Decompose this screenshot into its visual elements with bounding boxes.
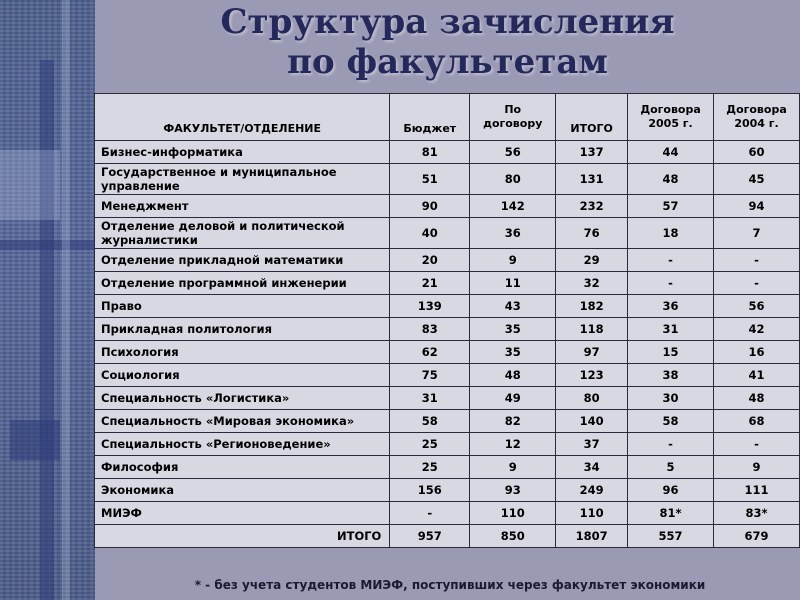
contract-value: 35 <box>470 318 556 341</box>
contract-2004-value: 94 <box>714 195 800 218</box>
faculty-name: Философия <box>95 456 390 479</box>
header-contract-2005: Договора 2005 г. <box>628 94 714 141</box>
contract-value: 9 <box>470 456 556 479</box>
total-value: 123 <box>556 364 628 387</box>
contract-value: 56 <box>470 141 556 164</box>
slide-title <box>95 2 800 82</box>
decorative-left-strip <box>0 0 95 600</box>
budget-value: 21 <box>390 272 470 295</box>
contract-2005-value: 57 <box>628 195 714 218</box>
contract-2004-value: - <box>714 249 800 272</box>
faculty-name: МИЭФ <box>95 502 390 525</box>
contract-2005-value: 15 <box>628 341 714 364</box>
table-row <box>95 364 800 387</box>
table-row <box>95 341 800 364</box>
table-row <box>95 502 800 525</box>
contract-2004-value: 56 <box>714 295 800 318</box>
total-value: 80 <box>556 387 628 410</box>
strip-bar <box>0 240 95 250</box>
contract-2005-value: 48 <box>628 164 714 195</box>
total-value: 29 <box>556 249 628 272</box>
budget-value: 75 <box>390 364 470 387</box>
budget-value: 25 <box>390 433 470 456</box>
contract-2005-value: 31 <box>628 318 714 341</box>
budget-total: 957 <box>390 525 470 548</box>
contract-2004-value: 16 <box>714 341 800 364</box>
total-value: 97 <box>556 341 628 364</box>
strip-bar <box>10 420 60 460</box>
contract-2005-value: 44 <box>628 141 714 164</box>
contract-2005-value: 96 <box>628 479 714 502</box>
contract-value: 93 <box>470 479 556 502</box>
contract-total: 850 <box>470 525 556 548</box>
table-row <box>95 195 800 218</box>
faculty-name: Социология <box>95 364 390 387</box>
contract-2004-value: - <box>714 433 800 456</box>
total-value: 118 <box>556 318 628 341</box>
footnote: * - без учета студентов МИЭФ, поступивших через факультет экономики <box>194 578 706 592</box>
total-value: 182 <box>556 295 628 318</box>
contract-2004-value: 111 <box>714 479 800 502</box>
faculty-name: Отделение программной инженерии <box>95 272 390 295</box>
table-row <box>95 387 800 410</box>
contract-2005-value: 5 <box>628 456 714 479</box>
budget-value: 31 <box>390 387 470 410</box>
faculty-name: Право <box>95 295 390 318</box>
budget-value: 81 <box>390 141 470 164</box>
grand-total: 1807 <box>556 525 628 548</box>
contract-value: 82 <box>470 410 556 433</box>
budget-value: 40 <box>390 218 470 249</box>
contract-2005-value: 38 <box>628 364 714 387</box>
faculty-name: Экономика <box>95 479 390 502</box>
contract-value: 110 <box>470 502 556 525</box>
contract-2004-value: 68 <box>714 410 800 433</box>
total-value: 249 <box>556 479 628 502</box>
header-budget: Бюджет <box>390 94 470 141</box>
contract-2004-value: 48 <box>714 387 800 410</box>
table-row <box>95 218 800 249</box>
total-value: 140 <box>556 410 628 433</box>
contract-2004-total: 679 <box>714 525 800 548</box>
contract-2005-value: 30 <box>628 387 714 410</box>
faculty-name: Специальность «Регионоведение» <box>95 433 390 456</box>
contract-2004-value: 7 <box>714 218 800 249</box>
strip-highlight <box>62 0 70 600</box>
contract-2004-value: 60 <box>714 141 800 164</box>
faculty-name: Психология <box>95 341 390 364</box>
contract-2005-value: - <box>628 433 714 456</box>
table-row <box>95 272 800 295</box>
enrollment-table <box>94 93 800 548</box>
contract-value: 9 <box>470 249 556 272</box>
table-row <box>95 164 800 195</box>
budget-value: 83 <box>390 318 470 341</box>
total-label: ИТОГО <box>95 525 390 548</box>
contract-2005-value: 18 <box>628 218 714 249</box>
contract-value: 142 <box>470 195 556 218</box>
total-value: 37 <box>556 433 628 456</box>
total-value: 232 <box>556 195 628 218</box>
total-value: 34 <box>556 456 628 479</box>
table-row <box>95 249 800 272</box>
table-row <box>95 141 800 164</box>
contract-value: 12 <box>470 433 556 456</box>
title-line-1: Структура зачисления <box>220 2 675 42</box>
budget-value: 156 <box>390 479 470 502</box>
contract-2004-value: 9 <box>714 456 800 479</box>
contract-value: 48 <box>470 364 556 387</box>
strip-bar <box>40 60 54 600</box>
header-contract-2004: Договора 2004 г. <box>714 94 800 141</box>
header-faculty: ФАКУЛЬТЕТ/ОТДЕЛЕНИЕ <box>95 94 390 141</box>
header-total: ИТОГО <box>556 94 628 141</box>
faculty-name: Специальность «Мировая экономика» <box>95 410 390 433</box>
contract-2005-value: - <box>628 272 714 295</box>
faculty-name: Отделение прикладной математики <box>95 249 390 272</box>
contract-2005-value: 36 <box>628 295 714 318</box>
total-value: 76 <box>556 218 628 249</box>
strip-highlight <box>0 150 60 220</box>
budget-value: 139 <box>390 295 470 318</box>
contract-2004-value: - <box>714 272 800 295</box>
contract-2004-value: 83* <box>714 502 800 525</box>
title-line-2: по факультетам <box>287 42 608 82</box>
table-row <box>95 295 800 318</box>
budget-value: 90 <box>390 195 470 218</box>
budget-value: 51 <box>390 164 470 195</box>
faculty-name: Бизнес-информатика <box>95 141 390 164</box>
faculty-name: Отделение деловой и политической журналистики <box>95 218 390 249</box>
budget-value: - <box>390 502 470 525</box>
budget-value: 20 <box>390 249 470 272</box>
faculty-name: Специальность «Логистика» <box>95 387 390 410</box>
contract-value: 43 <box>470 295 556 318</box>
total-value: 137 <box>556 141 628 164</box>
contract-2004-value: 42 <box>714 318 800 341</box>
total-value: 131 <box>556 164 628 195</box>
contract-2005-value: 81* <box>628 502 714 525</box>
table-row <box>95 318 800 341</box>
table-row <box>95 410 800 433</box>
total-value: 32 <box>556 272 628 295</box>
contract-2004-value: 45 <box>714 164 800 195</box>
budget-value: 58 <box>390 410 470 433</box>
contract-value: 36 <box>470 218 556 249</box>
faculty-name: Государственное и муниципальное управление <box>95 164 390 195</box>
table-row <box>95 456 800 479</box>
total-value: 110 <box>556 502 628 525</box>
contract-value: 49 <box>470 387 556 410</box>
table-total-row <box>95 525 800 548</box>
budget-value: 62 <box>390 341 470 364</box>
contract-value: 80 <box>470 164 556 195</box>
budget-value: 25 <box>390 456 470 479</box>
table-row <box>95 433 800 456</box>
faculty-name: Менеджмент <box>95 195 390 218</box>
table-row <box>95 479 800 502</box>
header-contract: По договору <box>470 94 556 141</box>
contract-2005-value: - <box>628 249 714 272</box>
contract-2004-value: 41 <box>714 364 800 387</box>
contract-value: 11 <box>470 272 556 295</box>
contract-2005-value: 58 <box>628 410 714 433</box>
faculty-name: Прикладная политология <box>95 318 390 341</box>
table-header-row <box>95 94 800 141</box>
contract-value: 35 <box>470 341 556 364</box>
contract-2005-total: 557 <box>628 525 714 548</box>
